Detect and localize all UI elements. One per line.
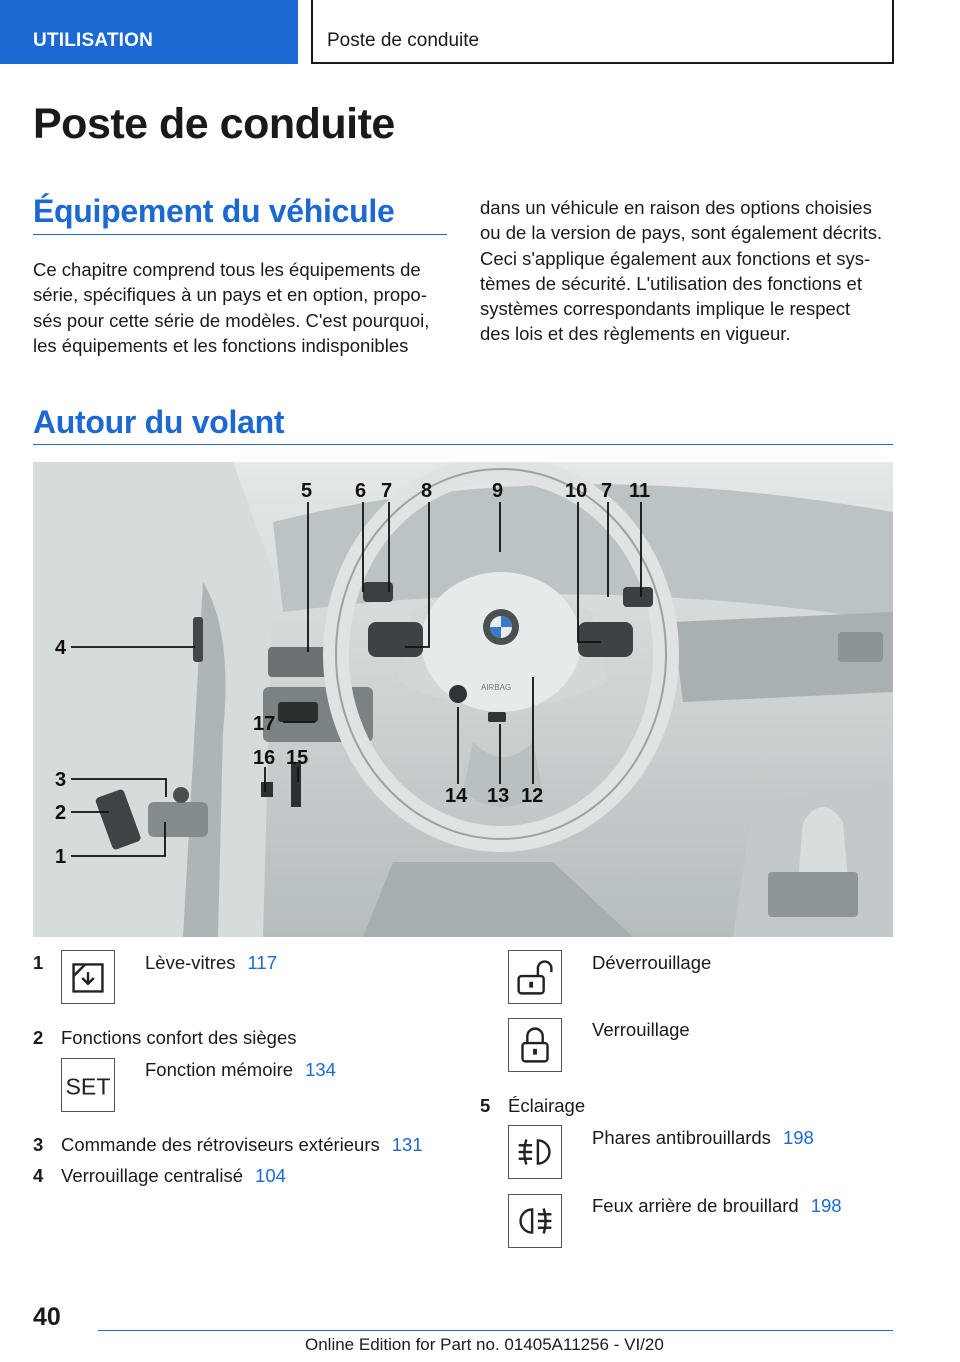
equipment-paragraph-col1 [33,257,453,358]
text-line: tèmes de sécurité. L'utilisation des fonctions et [480,272,862,294]
legend-number: 3 [33,1134,44,1155]
rear-fog-lamp-icon [508,1194,562,1248]
cockpit-illustration [33,462,893,937]
legend-label: Phares antibrouillards [592,1127,771,1148]
unlock-icon [508,950,562,1004]
front-fog-lamp-icon [508,1125,562,1179]
edition-note: Online Edition for Part no. 01405A11256 - VI/20 [305,1335,664,1354]
legend-label: Déverrouillage [592,952,712,973]
text-line: série, spécifiques à un pays et en option, propo- [33,284,427,306]
legend-item-mirrors [61,1134,423,1156]
callout-14: 14 [445,785,468,807]
legend-number: 2 [33,1027,44,1048]
legend-item-lighting [508,1095,585,1117]
section-heading-steering: Autour du volant [33,404,285,440]
callout-7: 7 [381,480,393,502]
section-heading-equipment: Équipement du véhicule [33,193,395,229]
airbag-label: AIRBAG [481,683,512,692]
legend-item-central-locking [61,1165,286,1187]
callout-9: 9 [492,480,504,502]
page-reference-link[interactable]: 117 [247,952,277,973]
header-section-tab [0,0,298,64]
callout-5: 5 [301,480,313,502]
callout-8: 8 [421,480,433,502]
legend-label: Fonction mémoire [145,1059,294,1080]
page-reference-link[interactable]: 134 [305,1059,336,1080]
legend-item-rear-fog [592,1195,842,1217]
legend-item-seat-comfort [61,1027,297,1049]
header-chapter-box [311,0,894,64]
legend-label: Commande des rétroviseurs extérieurs [61,1134,380,1155]
callout-11: 11 [629,480,651,502]
callout-1: 1 [55,846,67,868]
legend-item-window-lift [145,952,277,974]
callout-2: 2 [55,802,67,824]
callout-7b: 7 [601,480,613,502]
page-number: 40 [33,1303,61,1331]
callout-12: 12 [521,785,544,807]
legend-item-front-fog [592,1127,814,1149]
text-line: ou de la version de pays, sont également décrits. [480,222,883,244]
header-section-label: UTILISATION [33,30,154,51]
callout-10: 10 [565,480,588,502]
section-rule-steering [33,444,893,445]
page-reference-link[interactable]: 198 [810,1195,842,1216]
callout-16: 16 [253,747,276,769]
page-title: Poste de conduite [33,100,395,148]
page-reference-link[interactable]: 131 [391,1134,423,1155]
text-line: dans un véhicule en raison des options choisies [480,197,872,218]
lock-icon [508,1018,562,1072]
set-memory-icon [61,1058,115,1112]
text-line: systèmes correspondants implique le respect [480,298,851,320]
cockpit-drawing [33,462,893,937]
callout-13: 13 [487,785,510,807]
legend-number: 1 [33,952,44,973]
page-reference-link[interactable]: 198 [782,1127,814,1148]
set-icon-text: SET [65,1073,111,1100]
legend-label: Éclairage [508,1095,586,1116]
callout-3: 3 [55,769,67,791]
text-line: Ceci s'applique également aux fonctions et sys- [480,247,871,269]
text-line: Ce chapitre comprend tous les équipements de [33,259,421,280]
callout-4: 4 [55,637,67,659]
text-line: des lois et des règlements en vigueur. [480,323,791,345]
legend-item-unlock [592,952,711,974]
window-lift-icon [61,950,115,1004]
legend-label: Feux arrière de brouillard [592,1195,799,1216]
legend-label: Verrouillage centralisé [61,1165,244,1186]
callout-6: 6 [355,480,367,502]
legend-number: 5 [480,1095,491,1116]
section-rule-equipment [33,234,447,235]
footer-rule [98,1330,893,1331]
text-line: sés pour cette série de modèles. C'est pourquoi, [33,309,430,331]
page-reference-link[interactable]: 104 [255,1165,286,1186]
legend-label: Fonctions confort des sièges [61,1027,297,1048]
header-chapter-label: Poste de conduite [327,30,480,51]
legend-item-lock [592,1019,690,1041]
callout-17: 17 [253,713,276,735]
legend-number: 4 [33,1165,44,1186]
text-line: les équipements et les fonctions indisponibles [33,334,409,356]
legend-item-memory [145,1059,336,1081]
callout-15: 15 [286,747,309,769]
equipment-paragraph-col2 [480,195,900,347]
legend-label: Verrouillage [592,1019,690,1040]
legend-label: Lève-vitres [145,952,236,973]
